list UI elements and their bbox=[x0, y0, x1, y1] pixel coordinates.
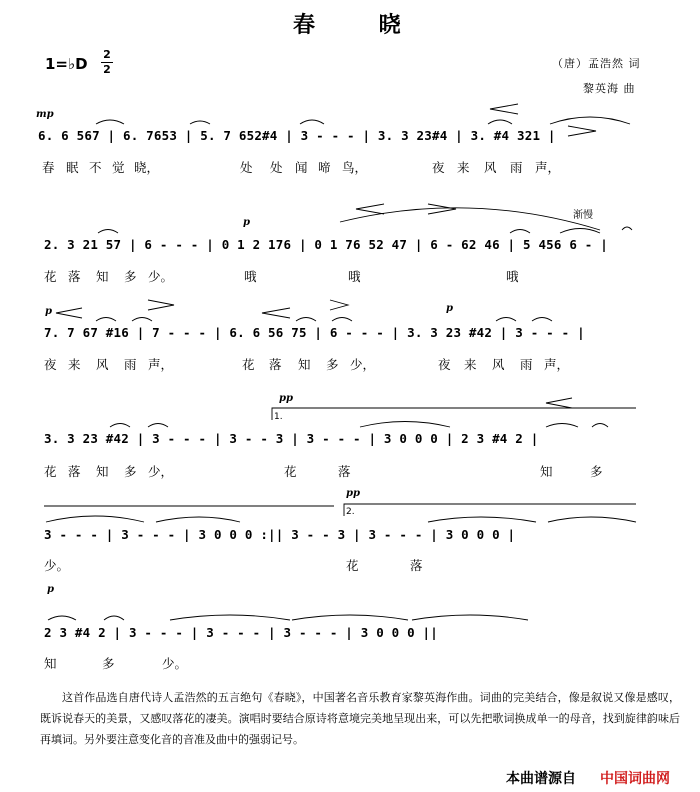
staff-line-2: 2. 3 21 57 | 6 - - - | 0 1 2 176 | 0 1 76 52 47 | 6 - 62 46 | 5 456 6 - | bbox=[44, 237, 608, 252]
lyric-syllable: 雨 bbox=[124, 357, 137, 372]
slur bbox=[488, 120, 512, 124]
lyric-syllable: 知 bbox=[96, 464, 109, 479]
slur bbox=[496, 318, 516, 322]
decrescendo-hairpin bbox=[330, 300, 348, 310]
slur bbox=[340, 208, 600, 230]
composer-credit: 黎英海 曲 bbox=[583, 82, 636, 95]
lyric-syllable: 雨 bbox=[510, 160, 523, 175]
lyric-syllable: 夜 bbox=[44, 357, 57, 372]
lyric-syllable: 鸟， bbox=[342, 160, 368, 175]
lyric-syllable: 多 bbox=[326, 357, 339, 372]
lyric-syllable: 哦 bbox=[506, 269, 519, 284]
lyric-syllable: 来 bbox=[464, 357, 477, 372]
lyric-syllable: 落 bbox=[68, 269, 81, 284]
lyric-syllable: 夜 bbox=[438, 357, 451, 372]
meter-numerator: 2 bbox=[103, 48, 111, 61]
slur bbox=[190, 121, 210, 124]
dynamic-pp: pp bbox=[279, 393, 293, 404]
lyric-syllable: 夜 bbox=[432, 160, 445, 175]
lyric-syllable: 不 bbox=[89, 160, 102, 175]
song-title: 春 晓 bbox=[293, 12, 429, 38]
slur bbox=[292, 615, 408, 620]
lyric-syllable: 啼 bbox=[318, 160, 331, 175]
slur bbox=[46, 516, 144, 522]
lyric-syllable: 哦 bbox=[244, 269, 257, 284]
dynamic-pp: pp bbox=[346, 488, 360, 499]
slur bbox=[156, 517, 240, 522]
lyric-syllable: 闻 bbox=[295, 160, 308, 175]
slur bbox=[560, 229, 600, 234]
volta-second: 2. bbox=[346, 507, 355, 517]
slur bbox=[546, 424, 578, 428]
staff-line-6: 2 3 #4 2 | 3 - - - | 3 - - - | 3 - - - | 3 0 0 0 || bbox=[44, 625, 439, 640]
slur bbox=[110, 424, 130, 428]
slur bbox=[104, 616, 124, 620]
lyric-syllable: 少。 bbox=[44, 558, 70, 573]
lyric-syllable: 多 bbox=[124, 269, 137, 284]
lyric-syllable: 处 bbox=[270, 160, 283, 175]
decrescendo-hairpin bbox=[148, 300, 174, 310]
slur bbox=[428, 517, 536, 522]
lyric-syllable: 风 bbox=[484, 160, 497, 175]
lyric-syllable: 来 bbox=[457, 160, 470, 175]
slur bbox=[170, 615, 290, 620]
decrescendo-hairpin bbox=[428, 204, 456, 214]
staff-line-3: 7. 7 67 #16 | 7 - - - | 6. 6 56 75 | 6 - - - | 3. 3 23 #42 | 3 - - - | bbox=[44, 325, 585, 340]
dynamic-p: p bbox=[446, 303, 453, 314]
lyric-syllable: 声， bbox=[535, 160, 561, 175]
dynamic-mp: mp bbox=[36, 109, 54, 120]
lyric-syllable: 落 bbox=[269, 357, 282, 372]
staff-line-4: 3. 3 23 #42 | 3 - - - | 3 - - 3 | 3 - - - | 3 0 0 0 | 2 3 #4 2 | bbox=[44, 431, 539, 446]
lyric-syllable: 知 bbox=[540, 464, 553, 479]
lyric-syllable: 雨 bbox=[520, 357, 533, 372]
lyric-syllable: 处 bbox=[240, 160, 253, 175]
crescendo-hairpin bbox=[546, 398, 572, 408]
crescendo-hairpin bbox=[56, 308, 82, 318]
slur bbox=[148, 424, 168, 428]
lyric-syllable: 花 bbox=[44, 464, 57, 479]
slur bbox=[296, 318, 316, 322]
lyric-syllable: 知 bbox=[44, 656, 57, 671]
lyric-syllable: 知 bbox=[298, 357, 311, 372]
slur bbox=[548, 517, 636, 522]
description-text: 这首作品选自唐代诗人孟浩然的五言绝句《春晓》，中国著名音乐教育家黎英海作曲。词曲的完美结合，像是叙说又像是感叹，既诉说春天的美景，又感叹落花的凄美。演唱时要结合原诗将意境完美地呈现出来，可以先把歌词换成单一的母音，找到旋律韵味后再填词。另外要注意变化音的音准及曲中的强弱记号。 bbox=[40, 691, 680, 746]
lyric-syllable: 花 bbox=[284, 464, 297, 479]
lyric-syllable: 知 bbox=[96, 269, 109, 284]
volta-first: 1. bbox=[274, 412, 283, 422]
lyric-syllable: 多 bbox=[124, 464, 137, 479]
lyric-syllable: 花 bbox=[242, 357, 255, 372]
lyric-syllable: 少。 bbox=[148, 269, 174, 284]
dynamic-p: p bbox=[45, 306, 52, 317]
crescendo-hairpin bbox=[568, 126, 596, 136]
lyric-syllable: 多 bbox=[102, 656, 115, 671]
lyric-syllable: 眠 bbox=[66, 160, 79, 175]
lyric-syllable: 晓， bbox=[134, 160, 160, 175]
lyric-syllable: 少。 bbox=[162, 656, 188, 671]
slur bbox=[48, 616, 76, 620]
footer-site-link[interactable]: 中国词曲网 bbox=[600, 771, 670, 787]
lyric-syllable: 少， bbox=[148, 464, 174, 479]
crescendo-hairpin bbox=[490, 104, 518, 114]
volta-bracket bbox=[344, 504, 636, 516]
lyric-syllable: 落 bbox=[338, 464, 351, 479]
slur bbox=[592, 424, 608, 428]
slur bbox=[300, 120, 324, 124]
description-paragraph bbox=[40, 687, 680, 750]
lyric-syllable: 多 bbox=[590, 464, 603, 479]
footer-source: 本曲谱源自 bbox=[506, 771, 576, 787]
lyric-syllable: 声， bbox=[544, 357, 570, 372]
lyric-syllable: 落 bbox=[68, 464, 81, 479]
lyric-syllable: 风 bbox=[492, 357, 505, 372]
slur bbox=[510, 230, 530, 234]
key-signature: 1=♭D bbox=[45, 55, 88, 73]
slur bbox=[96, 318, 116, 322]
tempo-marking: 渐慢 bbox=[573, 210, 593, 221]
dynamic-p: p bbox=[243, 217, 250, 228]
fermata bbox=[622, 227, 632, 230]
lyric-syllable: 觉 bbox=[112, 160, 125, 175]
lyric-syllable: 风 bbox=[96, 357, 109, 372]
lyric-syllable: 落 bbox=[410, 558, 423, 573]
lyric-syllable: 哦 bbox=[348, 269, 361, 284]
crescendo-hairpin bbox=[262, 308, 290, 318]
lyric-syllable: 来 bbox=[68, 357, 81, 372]
staff-line-1: 6. 6 567 | 6. 7653 | 5. 7 652#4 | 3 - - - | 3. 3 23#4 | 3. #4 321 | bbox=[38, 128, 556, 143]
meter-denominator: 2 bbox=[103, 63, 111, 76]
slur bbox=[132, 318, 152, 322]
crescendo-hairpin bbox=[356, 204, 384, 214]
lyric-syllable: 少， bbox=[350, 357, 376, 372]
lyricist-credit: （唐）孟浩然 词 bbox=[552, 57, 641, 70]
slur bbox=[532, 318, 552, 322]
staff-line-5: 3 - - - | 3 - - - | 3 0 0 0 :|| 3 - - 3 | 3 - - - | 3 0 0 0 | bbox=[44, 527, 516, 542]
lyric-syllable: 花 bbox=[44, 269, 57, 284]
lyric-syllable: 春 bbox=[42, 160, 55, 175]
slur bbox=[332, 318, 352, 322]
dynamic-p: p bbox=[47, 584, 54, 595]
slur bbox=[98, 230, 118, 234]
slur bbox=[550, 117, 630, 124]
slur bbox=[360, 422, 450, 428]
slur bbox=[412, 615, 528, 620]
volta-bracket bbox=[272, 408, 636, 420]
slur bbox=[96, 120, 124, 124]
lyric-syllable: 声， bbox=[148, 357, 174, 372]
lyric-syllable: 花 bbox=[346, 558, 359, 573]
